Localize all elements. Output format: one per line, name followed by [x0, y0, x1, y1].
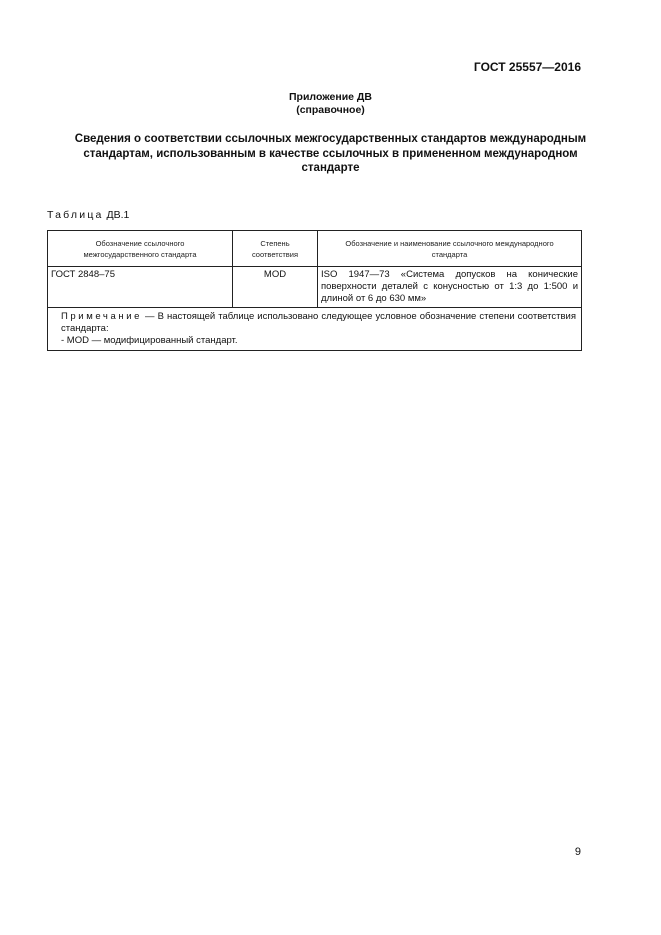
header-degree-line2: соответствия: [251, 249, 299, 259]
note-line-2: - MOD — модифицированный стандарт.: [61, 335, 238, 346]
header-standard-line1: Обозначение ссылочного: [95, 238, 185, 248]
header-international: [318, 231, 582, 267]
table-caption: [47, 209, 129, 221]
table-note: [48, 308, 582, 351]
heading-line-3: стандарте: [301, 162, 360, 174]
cell-degree: MOD: [233, 267, 318, 308]
header-international-line1: Обозначение и наименование ссылочного международного: [345, 238, 554, 248]
appendix-subtitle: (справочное): [296, 104, 365, 116]
page-number: 9: [574, 846, 581, 858]
note-line-1: — В настоящей таблице использовано следующее условное обозначение степени соответствия стандарта:: [61, 311, 576, 334]
document-code: ГОСТ 25557—2016: [473, 60, 581, 74]
heading-line-1: Сведения о соответствии ссылочных межгосударственных стандартов международным: [74, 133, 587, 145]
cell-standard: ГОСТ 2848–75: [48, 267, 233, 308]
header-international-line2: стандарта: [431, 249, 468, 259]
section-heading: [58, 132, 603, 176]
table-note-row: [48, 308, 582, 351]
header-standard-line2: межгосударственного стандарта: [83, 249, 197, 259]
cell-international: ISO 1947—73 «Система допусков на конические поверхности деталей с конусностью от 1:3 до 1:500 и длиной от 6 до 630 мм»: [318, 267, 582, 308]
note-text: [53, 311, 576, 335]
table-caption-word: Таблица: [47, 209, 104, 221]
appendix-title: Приложение ДВ: [289, 91, 372, 103]
header-degree: [233, 231, 318, 267]
table-caption-number: ДВ.1: [106, 209, 130, 221]
reference-table: [47, 230, 582, 351]
note-label: Примечание: [61, 311, 142, 322]
table-row: [48, 267, 582, 308]
heading-line-2: стандартам, использованным в качестве ссылочных в примененном международном: [83, 147, 578, 160]
header-degree-line1: Степень: [260, 238, 290, 248]
header-standard: [48, 231, 233, 267]
table-header-row: [48, 231, 582, 267]
